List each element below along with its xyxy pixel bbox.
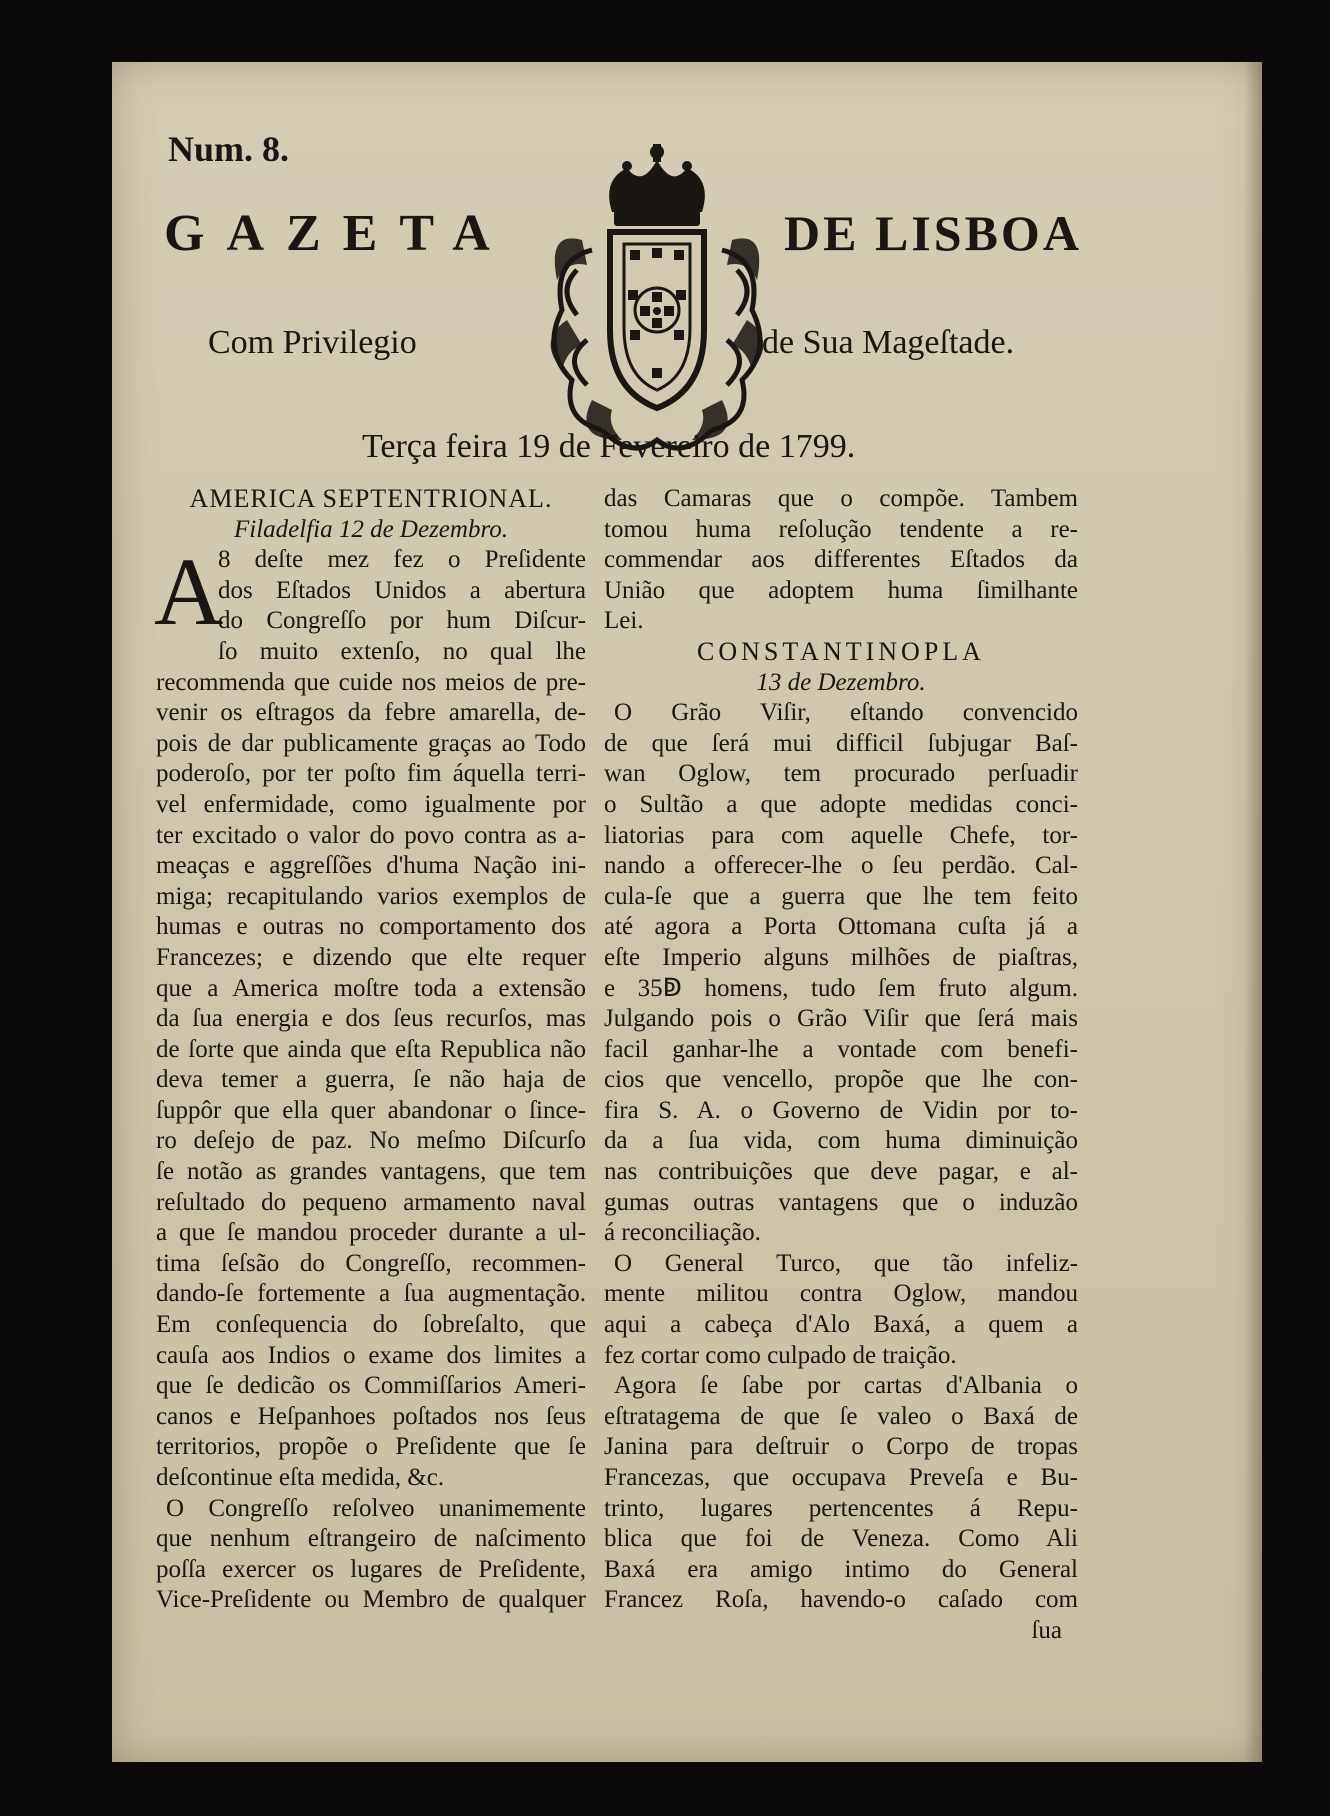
text-line: aqui a cabeça d'Alo Baxá, a quem a bbox=[604, 1311, 1078, 1339]
text-line: blica que foi de Veneza. Como Ali bbox=[604, 1525, 1078, 1553]
text-line: Baxá era amigo intimo do General bbox=[604, 1555, 1078, 1583]
text-line: deva temer a guerra, ſe não haja de bbox=[156, 1066, 586, 1094]
drop-cap: A bbox=[154, 538, 224, 646]
text-line: cula-ſe que a guerra que lhe tem feito bbox=[604, 882, 1078, 910]
text-line: fez cortar como culpado de traição. bbox=[604, 1341, 957, 1369]
text-line: ro deſejo de paz. No meſmo Diſcurſo bbox=[156, 1127, 586, 1155]
section-heading-constantinopla: CONSTANTINOPLA bbox=[697, 636, 985, 666]
text-line: canos e Heſpanhoes poſtados nos ſeus bbox=[156, 1402, 586, 1430]
text-line: Francezas, que occupava Preveſa e Bu- bbox=[604, 1464, 1078, 1491]
text-line: União que adoptem huma ſimilhante bbox=[604, 576, 1078, 604]
left-column bbox=[156, 484, 586, 1616]
newspaper-page bbox=[112, 62, 1262, 1762]
masthead-title-right: DE LISBOA bbox=[784, 205, 1082, 261]
text-line: poderoſo, por ter poſto fim áquella terri- bbox=[156, 760, 586, 788]
issue-number: Num. 8. bbox=[168, 129, 290, 169]
right-column bbox=[604, 484, 1078, 1647]
text-line: O General Turco, que tão infeliz- bbox=[614, 1249, 1078, 1277]
text-line: venir os eſtragos da febre amarella, de- bbox=[156, 699, 586, 727]
text-line: cauſa aos Indios o exame dos limites a bbox=[156, 1341, 586, 1369]
text-line: tomou huma reſolução tendente a re- bbox=[604, 515, 1078, 543]
text-line: ſo muito extenſo, no qual lhe bbox=[218, 637, 586, 665]
text-line: territorios, propõe o Preſidente que ſe bbox=[156, 1433, 586, 1461]
article-america bbox=[154, 538, 586, 1616]
text-line: miga; recapitulando varios exemplos de bbox=[156, 882, 586, 910]
text-line: ſuppôr que ella quer abandonar o ſince- bbox=[156, 1096, 586, 1124]
text-line: que a America moſtre toda a extensão bbox=[156, 974, 586, 1002]
text-line: que ſe dedicão os Commiſſarios Ameri- bbox=[156, 1372, 586, 1400]
section-heading-america: AMERICA SEPTENTRIONAL. bbox=[189, 484, 553, 513]
text-line: Francez Roſa, havendo-o caſado com bbox=[604, 1586, 1078, 1614]
text-line: poſſa exercer os lugares de Preſidente, bbox=[156, 1555, 586, 1583]
text-line: da a ſua vida, com huma diminuição bbox=[604, 1127, 1078, 1155]
text-line: Lei. bbox=[604, 607, 644, 635]
text-line: cios que vencello, propõe que lhe con- bbox=[604, 1066, 1078, 1094]
text-line: dando-ſe fortemente a ſua augmentação. bbox=[156, 1280, 586, 1308]
text-line: a que ſe mandou proceder durante a ul- bbox=[156, 1219, 586, 1247]
dateline-filadelfia: Filadelfia 12 de Dezembro. bbox=[233, 515, 509, 543]
text-line: pois de dar publicamente graças ao Todo bbox=[156, 729, 586, 757]
text-line: da ſua energia e dos ſeus recurſos, mas bbox=[156, 1005, 586, 1033]
text-line: vel enfermidade, como igualmente por bbox=[156, 790, 586, 818]
text-line: commendar aos differentes Eſtados da bbox=[604, 546, 1078, 574]
privilege-left: Com Privilegio bbox=[208, 324, 417, 361]
text-line: O Grão Viſir, eſtando convencido bbox=[614, 699, 1078, 727]
text-line: até agora a Porta Ottomana cuſta já a bbox=[604, 913, 1078, 941]
text-line: eſte Imperio alguns milhões de piaſtras, bbox=[604, 943, 1078, 971]
text-line: facil ganhar-lhe a vontade com benefi- bbox=[604, 1035, 1078, 1063]
text-line: recommenda que cuide nos meios de pre- bbox=[156, 668, 586, 696]
text-line: Janina para deſtruir o Corpo de tropas bbox=[604, 1433, 1078, 1461]
text-line: deſcontinue eſta medida, &c. bbox=[156, 1464, 445, 1491]
dateline-constantinopla: 13 de Dezembro. bbox=[756, 668, 926, 696]
text-line: liatorias para com aquelle Chefe, tor- bbox=[604, 821, 1078, 849]
text-line: meaças e aggreſſões d'huma Nação ini- bbox=[156, 852, 586, 880]
text-line: humas e outras no comportamento dos bbox=[156, 913, 586, 941]
text-line: reſultado do pequeno armamento naval bbox=[156, 1188, 586, 1216]
text-line: dos Eſtados Unidos a abertura bbox=[218, 576, 586, 604]
catchword: ſua bbox=[1031, 1616, 1062, 1644]
text-line: Vice-Preſidente ou Membro de qualquer bbox=[156, 1586, 586, 1614]
text-line: fira S. A. o Governo de Vidin por to- bbox=[604, 1096, 1078, 1124]
text-line: eſtratagema de que ſe valeo o Baxá de bbox=[604, 1402, 1078, 1430]
privilege-right: de Sua Mageſtade. bbox=[762, 324, 1015, 361]
text-line: mente militou contra Oglow, mandou bbox=[604, 1280, 1078, 1308]
text-line: Julgando pois o Grão Viſir que ſerá mais bbox=[604, 1005, 1078, 1033]
masthead-title-left: GAZETA bbox=[164, 205, 512, 262]
text-line: 8 deſte mez fez o Preſidente bbox=[218, 546, 586, 574]
text-line: de que ſerá mui difficil ſubjugar Baſ- bbox=[604, 729, 1078, 757]
text-line: tima ſeſsão do Congreſſo, recommen- bbox=[156, 1249, 586, 1277]
text-line: Em conſequencia do ſobreſalto, que bbox=[156, 1311, 586, 1339]
text-line: das Camaras que o compõe. Tambem bbox=[604, 485, 1078, 512]
text-line: wan Oglow, tem procurado perſuadir bbox=[604, 760, 1078, 788]
text-line: Francezes; e dizendo que elte requer bbox=[156, 943, 586, 971]
royal-coat-of-arms-icon bbox=[532, 140, 782, 460]
text-line: e 35ↁ homens, tudo ſem fruto algum. bbox=[604, 974, 1078, 1002]
text-line: ſe notão as grandes vantagens, que tem bbox=[156, 1158, 586, 1186]
text-line: trinto, lugares pertencentes á Repu- bbox=[604, 1494, 1078, 1522]
text-line: nando a offerecer-lhe o ſeu perdão. Cal- bbox=[604, 852, 1078, 880]
text-line: de ſorte que ainda que eſta Republica não bbox=[156, 1035, 586, 1063]
text-line: do Congreſſo por hum Diſcur- bbox=[218, 607, 586, 635]
text-line: á reconciliação. bbox=[604, 1219, 761, 1247]
text-line: que nenhum eſtrangeiro de naſcimento bbox=[156, 1525, 586, 1553]
text-line: O Congreſſo reſolveo unanimemente bbox=[166, 1494, 586, 1522]
text-line: nas contribuições que deve pagar, e al- bbox=[604, 1158, 1078, 1186]
text-line: Agora ſe ſabe por cartas d'Albania o bbox=[614, 1372, 1078, 1400]
issue-date: Terça feira 19 de Fevereiro de 1799. bbox=[362, 428, 856, 465]
text-line: o Sultão a que adopte medidas conci- bbox=[604, 790, 1078, 818]
text-line: gumas outras vantagens que o induzão bbox=[604, 1188, 1078, 1216]
text-line: ter excitado o valor do povo contra as a- bbox=[156, 821, 586, 849]
